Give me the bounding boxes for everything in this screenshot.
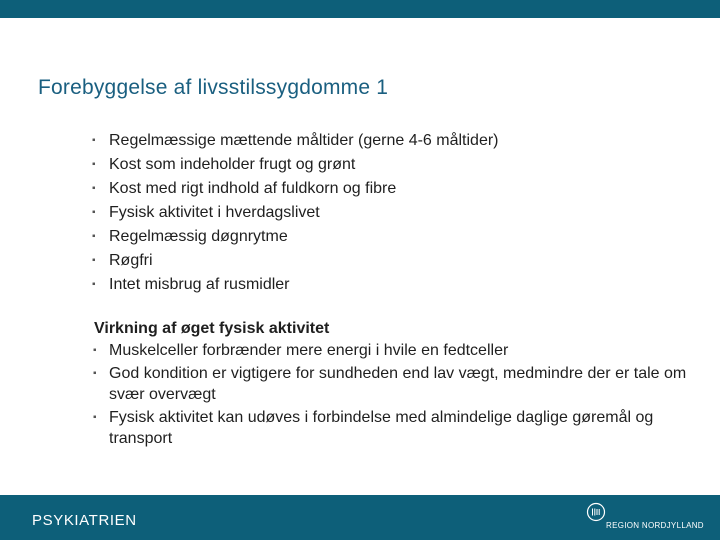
list-item-text: Muskelceller forbrænder mere energi i hvile en fedtceller <box>109 342 509 359</box>
top-band <box>0 0 720 18</box>
bullet-icon: ▪ <box>92 159 96 170</box>
list-item <box>94 340 694 361</box>
list-item-text: Regelmæssig døgnrytme <box>109 228 288 245</box>
bullet-list-lifestyle <box>88 129 499 297</box>
region-nordjylland-logo-icon <box>586 502 606 522</box>
list-item-text: Fysisk aktivitet kan udøves i forbindelse med almindelige daglige gøremål og transport <box>109 409 654 447</box>
bullet-icon: ▪ <box>93 345 97 356</box>
list-item-text: Regelmæssige mættende måltider (gerne 4-6 måltider) <box>109 132 499 149</box>
footer-org-label: PSYKIATRIEN <box>32 512 137 529</box>
bullet-icon: ▪ <box>93 368 97 379</box>
list-item <box>88 225 499 249</box>
bullet-icon: ▪ <box>92 207 96 218</box>
bullet-icon: ▪ <box>92 231 96 242</box>
list-item-text: Fysisk aktivitet i hverdagslivet <box>109 204 320 221</box>
list-item-text: Kost som indeholder frugt og grønt <box>109 156 356 173</box>
list-item <box>94 407 694 449</box>
physical-activity-section <box>94 318 694 451</box>
bullet-icon: ▪ <box>92 135 96 146</box>
list-item-text: Intet misbrug af rusmidler <box>109 276 290 293</box>
bullet-list-activity <box>94 340 694 449</box>
footer-region-label: REGION NORDJYLLAND <box>606 521 704 530</box>
section-heading: Virkning af øget fysisk aktivitet <box>94 320 330 337</box>
bullet-icon: ▪ <box>92 279 96 290</box>
list-item <box>88 249 499 273</box>
bullet-icon: ▪ <box>92 255 96 266</box>
list-item-text: Røgfri <box>109 252 153 269</box>
list-item <box>94 363 694 405</box>
list-item <box>88 153 499 177</box>
footer-band <box>0 495 720 540</box>
list-item-text: Kost med rigt indhold af fuldkorn og fibre <box>109 180 397 197</box>
list-item <box>88 201 499 225</box>
list-item <box>88 273 499 297</box>
bullet-icon: ▪ <box>93 412 97 423</box>
bullet-icon: ▪ <box>92 183 96 194</box>
list-item-text: God kondition er vigtigere for sundheden end lav vægt, medmindre der er tale om svær overvægt <box>109 365 687 403</box>
slide-title: Forebyggelse af livsstilssygdomme 1 <box>38 76 389 99</box>
list-item <box>88 177 499 201</box>
list-item <box>88 129 499 153</box>
